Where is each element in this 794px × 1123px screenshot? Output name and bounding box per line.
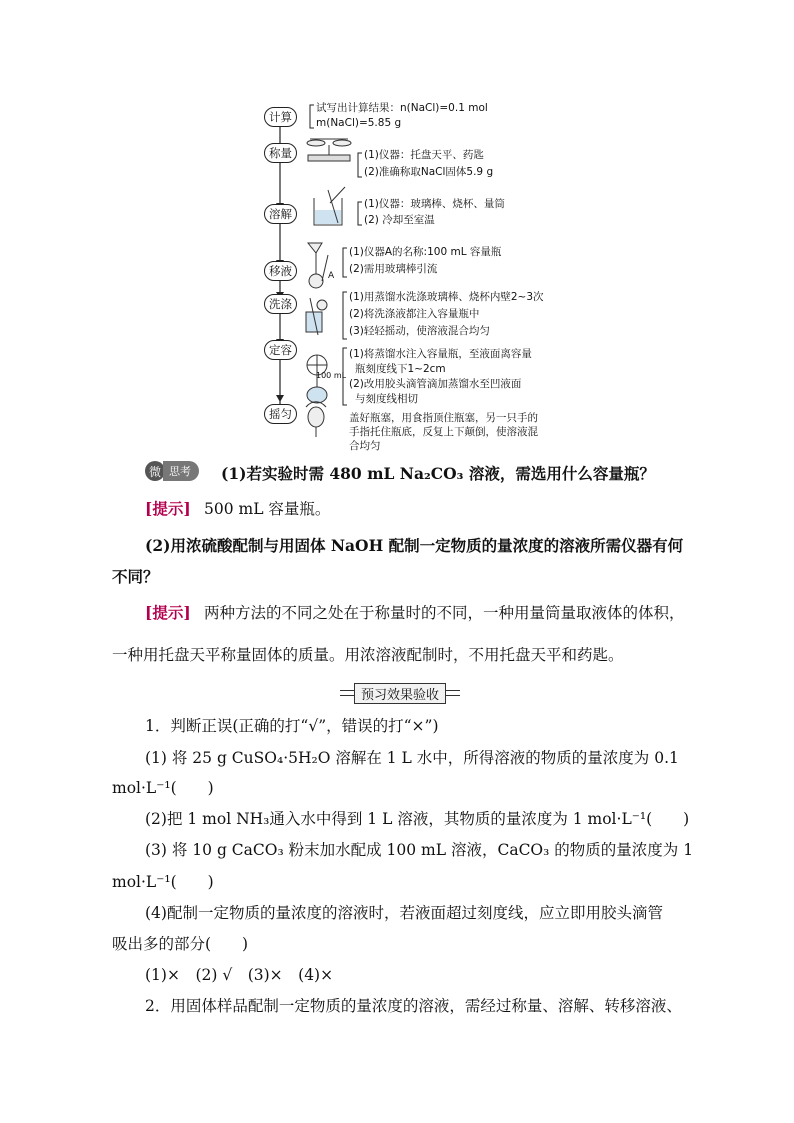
section-banner [340, 682, 460, 704]
think-question-2-line2: 不同？ [112, 567, 159, 586]
flask-volume-label: 100 mL [316, 371, 347, 380]
transfer-note-1: (1)仪器A的名称:100 mL 容量瓶 [349, 246, 502, 258]
shake-note-1: 盖好瓶塞，用食指顶住瓶塞，另一只手的 [349, 412, 538, 424]
shake-flask-icon [306, 402, 326, 437]
step-calc: 计算 [264, 107, 297, 127]
step-weigh: 称量 [264, 143, 297, 163]
beaker-icon [314, 187, 345, 225]
think-question-1: (1)若实验时需 480 mL Na₂CO₃ 溶液，需选用什么容量瓶？ [221, 464, 655, 483]
shake-note-3: 合均匀 [349, 440, 381, 452]
section-title: 预习效果验收 [354, 683, 446, 704]
fix-note-1: (1)将蒸馏水注入容量瓶，至液面离容量 [349, 348, 532, 360]
volumetric-flask-icon [308, 243, 328, 288]
exercise-1-q2: (2)把 1 mol NH₃通入水中得到 1 L 溶液，其物质的量浓度为 1 mol·L⁻¹( ) [145, 810, 690, 828]
exercise-1-q3-line2: mol·L⁻¹( ) [112, 873, 214, 891]
exercise-1-q4-line2: 吸出多的部分( ) [112, 935, 249, 953]
think-badge [145, 461, 199, 481]
exercise-2-line1: 2．用固体样品配制一定物质的量浓度的溶液，需经过称量、溶解、转移溶液、 [145, 997, 682, 1015]
step-transfer: 移液 [264, 261, 297, 281]
wash-note-1: (1)用蒸馏水洗涤玻璃棒、烧杯内壁2~3次 [349, 291, 544, 303]
exercise-1-answer: (1)× (2) √ (3)× (4)× [145, 966, 334, 984]
fix-note-2: 瓶刻度线下1~2cm [355, 363, 446, 375]
wash-note-2: (2)将洗涤液都注入容量瓶中 [349, 308, 480, 320]
transfer-note-2: (2)需用玻璃棒引流 [349, 263, 438, 275]
exercise-1-q3-line1: (3) 将 10 g CaCO₃ 粉末加水配成 100 mL 溶液，CaCO₃ 的物质的量浓度为 1 [145, 841, 694, 859]
wash-note-3: (3)轻轻摇动，使溶液混合均匀 [349, 325, 490, 337]
washing-icon [306, 298, 327, 335]
exercise-1-q4-line1: (4)配制一定物质的量浓度的溶液时，若液面超过刻度线，应立即用胶头滴管 [145, 904, 663, 922]
exercise-1-q1-line2: mol·L⁻¹( ) [112, 779, 214, 797]
hint-answer-2-line1: 两种方法的不同之处在于称量时的不同，一种用量筒量取液体的体积， [204, 604, 685, 622]
balance-icon [307, 139, 351, 161]
think-question-2-line1: (2)用浓硫酸配制与用固体 NaOH 配制一定物质的量浓度的溶液所需仪器有何 [145, 536, 684, 555]
step-fix-volume: 定容 [264, 340, 297, 360]
calc-note-1: 试写出计算结果：n(NaCl)=0.1 mol [316, 102, 488, 114]
exercise-1-q1-line1: (1) 将 25 g CuSO₄·5H₂O 溶解在 1 L 水中，所得溶液的物质的量浓度为 0.1 [145, 749, 679, 767]
weigh-note-2: (2)准确称取NaCl固体5.9 g [364, 166, 494, 178]
fix-note-4: 与刻度线相切 [355, 393, 418, 405]
step-dissolve: 溶解 [264, 204, 297, 224]
solution-prep-flowchart [250, 95, 560, 452]
dissolve-note-2: (2) 冷却至室温 [364, 214, 435, 226]
shake-note-2: 手指托住瓶底，反复上下颠倒，使溶液混 [349, 426, 538, 438]
dissolve-note-1: (1)仪器：玻璃棒、烧杯、量筒 [364, 198, 505, 210]
step-wash: 洗涤 [264, 294, 297, 314]
think-badge-char: 微 [145, 461, 165, 481]
calc-note-2: m(NaCl)=5.85 g [316, 117, 402, 129]
hint-label-1: [提示] [145, 499, 191, 518]
weigh-note-1: (1)仪器：托盘天平、药匙 [364, 149, 484, 161]
hint-answer-1: 500 mL 容量瓶。 [204, 500, 331, 518]
flask-label-a: A [328, 271, 335, 281]
think-badge-text: 思考 [163, 461, 199, 481]
fix-note-3: (2)改用胶头滴管滴加蒸馏水至凹液面 [349, 378, 522, 390]
hint-answer-2-line2: 一种用托盘天平称量固体的质量。用浓溶液配制时，不用托盘天平和药匙。 [112, 646, 624, 664]
exercise-1-title: 1．判断正误(正确的打“√”，错误的打“×”) [145, 717, 439, 735]
hint-label-2: [提示] [145, 603, 191, 622]
step-shake: 摇匀 [264, 404, 297, 424]
